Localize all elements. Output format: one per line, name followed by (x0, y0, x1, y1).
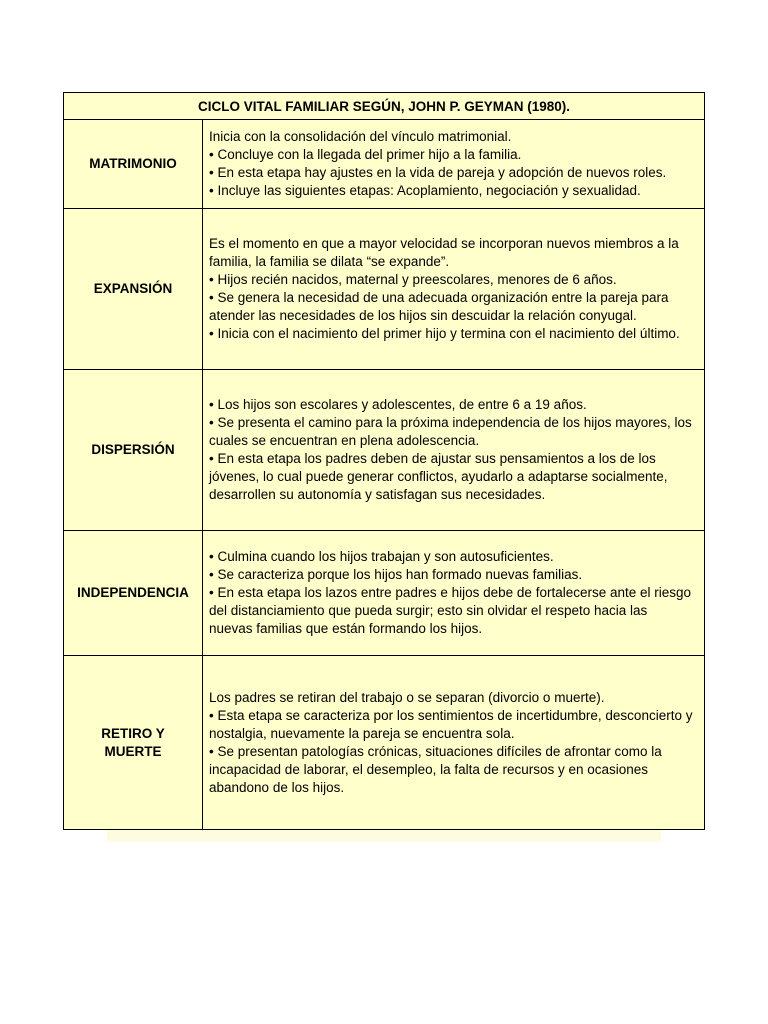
description-line: • Se genera la necesidad de una adecuada organización entre la pareja para (209, 290, 669, 305)
description-line: Los padres se retiran del trabajo o se separan (divorcio o muerte). (209, 689, 605, 705)
description-line: familia, la familia se dilata “se expande”. (209, 254, 450, 269)
description-line: • Los hijos son escolares y adolescentes, de entre 6 a 19 años. (209, 397, 587, 412)
stage-label: DISPERSIÓN (64, 370, 203, 531)
description-line: • Inicia con el nacimiento del primer hijo y termina con el nacimiento del último. (209, 326, 680, 341)
table-title-row (64, 93, 705, 120)
description-line: incapacidad de laborar, el desempleo, la falta de recursos y en ocasiones (209, 761, 649, 777)
description-line: desarrollen su autonomía y satisfagan sus necesidades. (209, 487, 546, 502)
description-line: jóvenes, lo cual puede generar conflictos, ayudarlo a adaptarse socialmente, (209, 469, 668, 484)
description-line: • Esta etapa se caracteriza por los sentimientos de incertidumbre, desconcierto y (209, 707, 693, 723)
table-row-matrimonio (64, 120, 705, 209)
description-line: Inicia con la consolidación del vínculo matrimonial. (209, 129, 512, 144)
description-line: • Hijos recién nacidos, maternal y preescolares, menores de 6 años. (209, 272, 617, 287)
description-line: • Se caracteriza porque los hijos han formado nuevas familias. (209, 567, 583, 582)
family-cycle-table (63, 92, 705, 830)
description-line: • Se presentan patologías crónicas, situaciones difíciles de afrontar como la (209, 743, 662, 759)
description-line: abandono de los hijos. (209, 779, 345, 795)
description-line: nostalgia, nuevamente la pareja se encuentra sola. (209, 725, 515, 741)
description-line: • Concluye con la llegada del primer hijo a la familia. (209, 147, 522, 162)
stage-description (203, 370, 705, 531)
stage-description (203, 531, 705, 656)
stage-description (203, 120, 705, 209)
description-line: nuevas familias que están formando los hijos. (209, 621, 483, 636)
table-row-independencia (64, 531, 705, 656)
table-row-dispersion (64, 370, 705, 531)
stage-label: EXPANSIÓN (64, 209, 203, 370)
description-line: Es el momento en que a mayor velocidad se incorporan nuevos miembros a la (209, 236, 679, 251)
description-line: • Se presenta el camino para la próxima independencia de los hijos mayores, los (209, 415, 692, 430)
table-row-retiro-y-muerte (64, 656, 705, 830)
stage-description (203, 656, 705, 830)
stage-label: RETIRO Y MUERTE (64, 656, 203, 830)
description-line: atender las necesidades de los hijos sin descuidar la relación conyugal. (209, 308, 637, 323)
description-line: • En esta etapa los padres deben de ajustar sus pensamientos a los de los (209, 451, 656, 466)
table-title: CICLO VITAL FAMILIAR SEGÚN, JOHN P. GEYMAN (1980). (64, 93, 705, 120)
stage-label: INDEPENDENCIA (64, 531, 203, 656)
table-row-expansion (64, 209, 705, 370)
description-line: • En esta etapa hay ajustes en la vida de pareja y adopción de nuevos roles. (209, 165, 667, 180)
description-line: del distanciamiento que pueda surgir; esto sin olvidar el respeto hacia las (209, 603, 648, 618)
stage-label: MATRIMONIO (64, 120, 203, 209)
description-line: • Incluye las siguientes etapas: Acoplamiento, negociación y sexualidad. (209, 183, 641, 198)
description-line: cuales se encuentran en plena adolescencia. (209, 433, 480, 448)
description-line: • En esta etapa los lazos entre padres e hijos debe de fortalecerse ante el riesgo (209, 585, 692, 600)
stage-description (203, 209, 705, 370)
description-line: • Culmina cuando los hijos trabajan y son autosuficientes. (209, 549, 554, 564)
